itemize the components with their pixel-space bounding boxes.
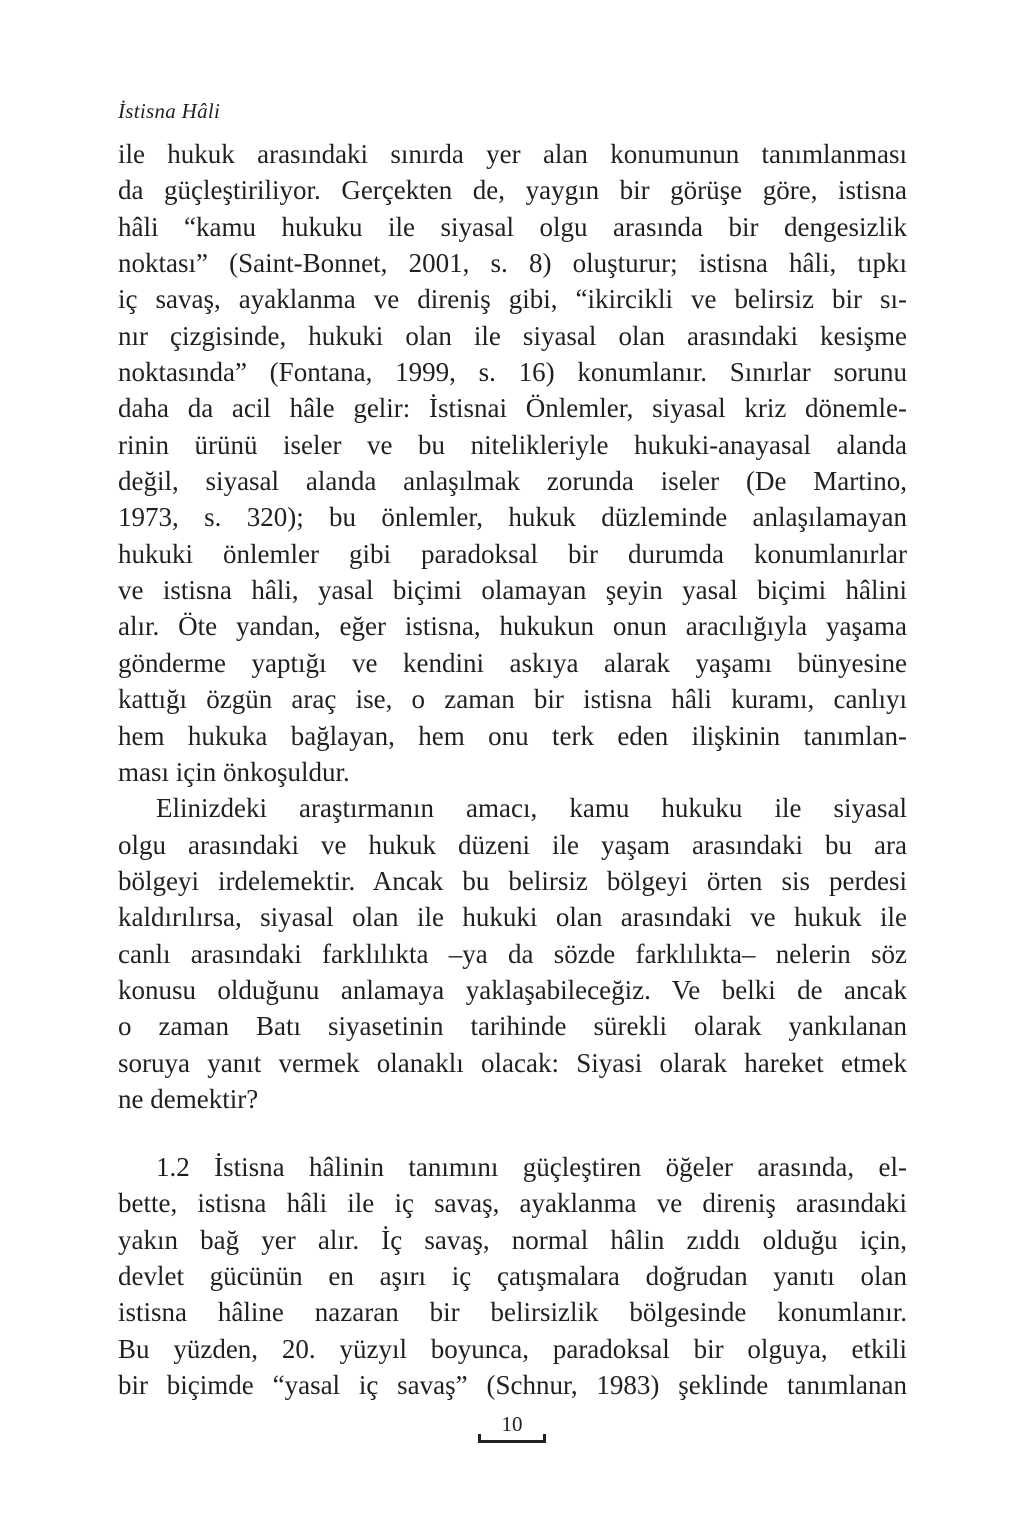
text-line: bölgeyi irdelemektir. Ancak bu belirsiz bölgeyi örten sis perdesi: [118, 865, 907, 896]
page-number: [478, 1411, 546, 1445]
text-line: olgu arasındaki ve hukuk düzeni ile yaşam arasındaki bu ara: [118, 829, 907, 860]
text-line: kaldırılırsa, siyasal olan ile hukuki olan arasındaki ve hukuk ile: [118, 902, 907, 933]
text-line: değil, siyasal alanda anlaşılmak zorunda iseler (De Martino,: [118, 466, 907, 497]
text-line: da güçleştiriliyor. Gerçekten de, yaygın bir görüşe göre, istisna: [118, 175, 907, 206]
body-text-section-2: [118, 1149, 907, 1403]
section-start-line: 1.2 İstisna hâlinin tanımını güçleştiren öğeler arasında, el-: [156, 1152, 907, 1182]
text-line: rinin ürünü iseler ve bu nitelikleriyle hukuki-anayasal alanda: [118, 429, 907, 460]
text-line: Bu yüzden, 20. yüzyıl boyunca, paradoksal bir olguya, etkili: [118, 1333, 907, 1364]
running-head: İstisna Hâli: [118, 99, 221, 123]
text-line: noktası” (Saint-Bonnet, 2001, s. 8) oluşturur; istisna hâli, tıpkı: [118, 248, 907, 279]
text-line: o zaman Batı siyasetinin tarihinde sürekli olarak yankılanan: [118, 1011, 907, 1042]
text-line: nır çizgisinde, hukuki olan ile siyasal olan arasındaki kesişme: [118, 320, 907, 351]
text-line: gönderme yaptığı ve kendini askıya alarak yaşamı bünyesine: [118, 647, 907, 678]
text-line: soruya yanıt vermek olanaklı olacak: Siyasi olarak hareket etmek: [118, 1047, 907, 1078]
text-line: kattığı özgün araç ise, o zaman bir istisna hâli kuramı, canlıyı: [118, 684, 907, 715]
text-line: hem hukuka bağlayan, hem onu terk eden ilişkinin tanımlan-: [118, 720, 907, 751]
text-line: ile hukuk arasındaki sınırda yer alan konumunun tanımlanması: [118, 139, 907, 169]
text-line: devlet gücünün en aşırı iç çatışmalara doğrudan yanıtı olan: [118, 1261, 907, 1292]
text-line: hâli “kamu hukuku ile siyasal olgu arasında bir dengesizlik: [118, 211, 907, 242]
text-line: hukuki önlemler gibi paradoksal bir durumda konumlanırlar: [118, 538, 907, 569]
text-line: yakın bağ yer alır. İç savaş, normal hâlin zıddı olduğu için,: [118, 1224, 907, 1255]
text-line: konusu olduğunu anlamaya yaklaşabileceğiz. Ve belki de ancak: [118, 974, 907, 1005]
text-line: bir biçimde “yasal iç savaş” (Schnur, 1983) şeklinde tanımlanan: [118, 1370, 907, 1401]
text-line: ve istisna hâli, yasal biçimi olamayan şeyin yasal biçimi hâlini: [118, 575, 907, 606]
text-line: alır. Öte yandan, eğer istisna, hukukun onun aracılığıyla yaşama: [118, 611, 907, 642]
text-line: daha da acil hâle gelir: İstisnai Önlemler, siyasal kriz dönemle-: [118, 393, 907, 424]
body-text-section-1: [118, 136, 907, 1117]
text-line: ması için önkoşuldur.: [118, 756, 350, 787]
text-line: iç savaş, ayaklanma ve direniş gibi, “ikircikli ve belirsiz bir sı-: [118, 284, 907, 315]
text-line: istisna hâline nazaran bir belirsizlik bölgesinde konumlanır.: [118, 1297, 907, 1328]
text-line: noktasında” (Fontana, 1999, s. 16) konumlanır. Sınırlar sorunu: [118, 357, 907, 388]
text-line: 1973, s. 320); bu önlemler, hukuk düzleminde anlaşılamayan: [118, 502, 907, 533]
paragraph-start-line: Elinizdeki araştırmanın amacı, kamu hukuku ile siyasal: [156, 793, 907, 824]
text-line: canlı arasındaki farklılıkta –ya da sözde farklılıkta– nelerin söz: [118, 938, 907, 969]
page-number-bracket: [478, 1440, 546, 1443]
text-line: ne demektir?: [118, 1083, 259, 1114]
text-line: bette, istisna hâli ile iç savaş, ayaklanma ve direniş arasındaki: [118, 1188, 907, 1219]
page-number-text: 10: [501, 1412, 523, 1436]
